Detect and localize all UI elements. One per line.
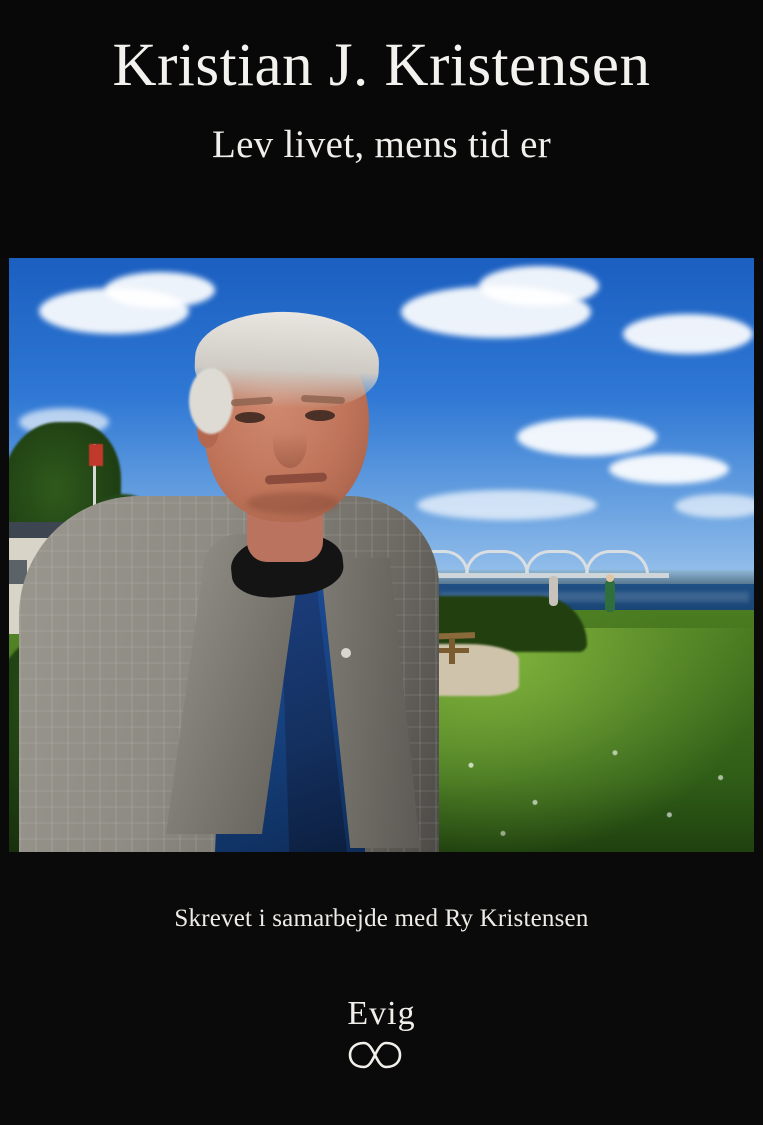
- cover-photograph: [9, 258, 754, 852]
- cover-photo-frame: [9, 258, 754, 852]
- publisher-logo: [0, 995, 763, 1073]
- publisher-name: Evig: [347, 995, 416, 1032]
- book-title: Kristian J. Kristensen: [112, 32, 651, 99]
- bridge-arch: [465, 550, 529, 575]
- bench-leg: [449, 638, 455, 664]
- lapel-pin: [341, 648, 351, 658]
- cloud: [675, 494, 754, 518]
- bridge-arch: [525, 550, 589, 575]
- cloud: [479, 266, 599, 306]
- book-subtitle: Lev livet, mens tid er: [211, 123, 552, 167]
- cloud: [609, 454, 729, 484]
- distant-walker: [605, 580, 615, 612]
- bridge-arch: [585, 550, 649, 575]
- nose: [273, 418, 307, 468]
- cloud: [517, 418, 657, 456]
- cloud: [105, 272, 215, 308]
- portrait-subject: [19, 306, 439, 852]
- chin-shadow: [247, 492, 339, 514]
- cloud: [623, 314, 753, 354]
- distant-walker: [549, 576, 558, 606]
- hair-side: [189, 368, 233, 434]
- wildflowers: [439, 728, 754, 852]
- cloud: [417, 490, 597, 520]
- title-block: [0, 0, 763, 258]
- eye: [305, 410, 335, 421]
- collaborator-credit: Skrevet i samarbejde med Ry Kristensen: [174, 905, 589, 932]
- eye: [235, 412, 265, 423]
- infinity-icon: [345, 1037, 419, 1073]
